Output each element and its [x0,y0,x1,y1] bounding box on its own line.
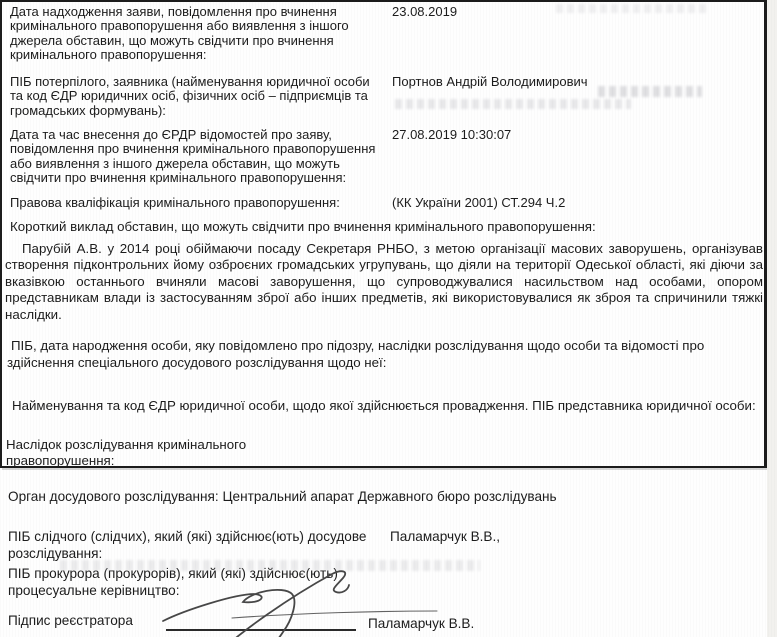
investigation-body-line: Орган досудового розслідування: Центральний апарат Державного бюро розслідувань [8,489,557,504]
field-value-legal-qualification: (КК України 2001) СТ.294 Ч.2 [392,195,566,210]
field-value-erdr-entry-datetime: 27.08.2019 10:30:07 [392,127,512,142]
field-label-erdr-entry-datetime: Дата та час внесення до ЄРДР відомостей про заяву, повідомлення про вчинення кримінального правопорушення або виявлення з іншого джерела обставин, що можуть свідчити про вчинення кримінального правопорушення: [10,127,376,185]
signature-stroke-diagonal [220,571,349,637]
outcome-field-label: Наслідок розслідування кримінального правопорушення: [6,437,247,468]
field-value-applicant: Портнов Андрій Володимирович [392,74,588,89]
registrar-name: Паламарчук В.В. [368,616,475,631]
field-label-legal-qualification: Правова кваліфікація кримінального правопорушення: [10,195,340,210]
investigator-label: ПІБ слідчого (слідчих), який (які) здійснює(ють) досудове розслідування: [8,529,367,561]
field-value-date-received: 23.08.2019 [392,4,458,19]
investigator-value: Паламарчук В.В., [390,529,501,544]
registrar-label: Підпис реєстратора [8,613,133,628]
summary-paragraph: Парубій А.В. у 2014 році обіймаючи посаду Секретаря РНБО, з метою організації масових заворушень, організував створення підконтрольних йому озброєних громадських угрупувань, що діяли на території Одеської області, які діючи за вказівкою останнього вчиняли масові заворушення, що супроводжувалися насильством над особами, опором представникам влади із застосуванням зброї або інших предметів, які використовувалися як зброя та спричинили тяжкі наслідки. [5,241,763,322]
registrar-signature [140,552,460,637]
signature-stroke-loop [163,590,294,637]
scan-edge-strip [767,0,777,637]
suspect-field-label: ПІБ, дата народження особи, яку повідомлено про підозру, наслідки розслідування щодо особи та відомості про здійснення спеціального досудового розслідування щодо неї: [7,338,705,370]
field-label-date-received: Дата надходження заяви, повідомлення про вчинення кримінального правопорушення або виявлення з іншого джерела обставин, що можуть свідчити про вчинення кримінального правопорушення: [10,4,349,62]
prosecutor-label: ПІБ прокурора (прокурорів), який (які) здійснює(ють) процесуальне керівництво: [8,566,338,598]
legal-entity-field-label: Найменування та код ЄДР юридичної особи, щодо якої здійснюється провадження. ПІБ представника юридичної особи: [12,398,756,413]
field-label-applicant: ПІБ потерпілого, заявника (найменування юридичної особи та код ЄДР юридичних осіб, фізичних осіб – підприємців та громадських формувань): [10,74,370,118]
summary-heading: Короткий виклад обставин, що можуть свідчити про вчинення кримінального правопорушення: [10,219,596,234]
